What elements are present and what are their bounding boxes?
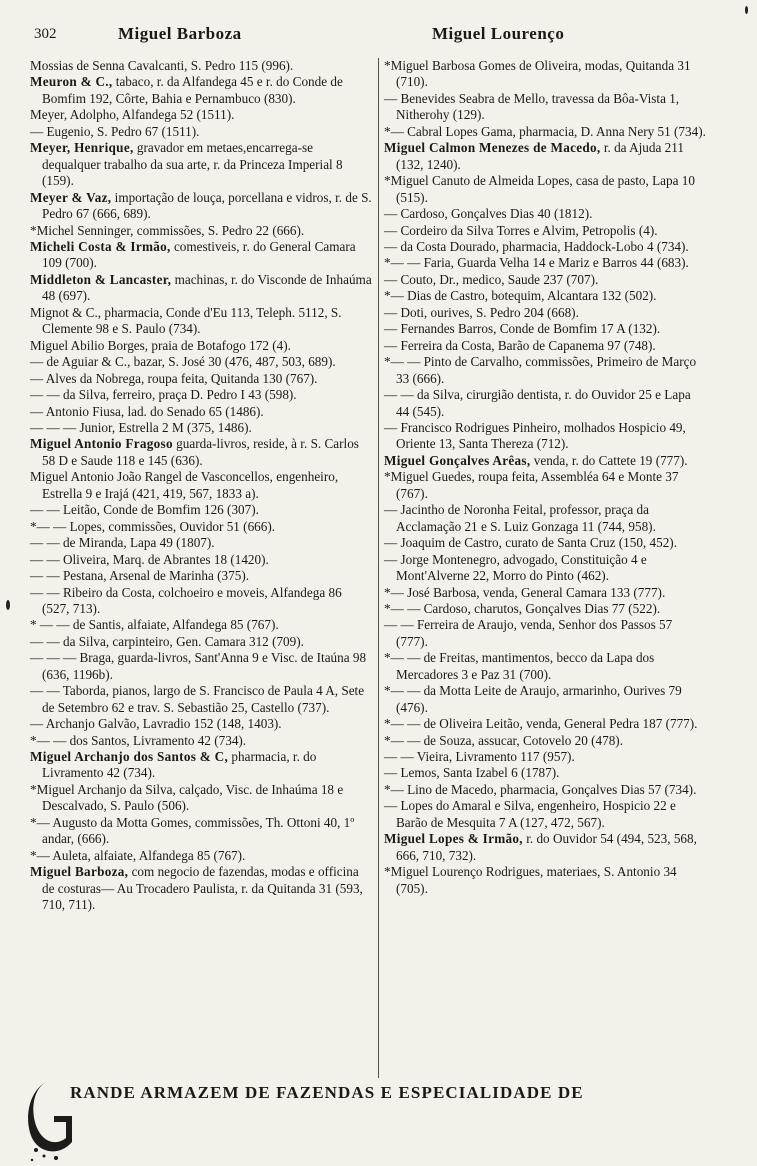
directory-entry <box>30 74 372 107</box>
directory-entry <box>30 617 372 633</box>
right-column <box>384 58 706 897</box>
entry-details: r. da Ajuda 211 (132, 1240). <box>396 140 684 172</box>
entry-details: — — Taborda, pianos, largo de S. Francisco de Paula 4 A, Sete de Setembro 62 e trav. S. Sebastião 25, Castello (737). <box>30 683 365 715</box>
entry-details: *— — de Oliveira Leitão, venda, General Pedra 187 (777). <box>384 716 698 732</box>
directory-entry <box>384 617 706 650</box>
entry-details: *Miguel Barbosa Gomes de Oliveira, modas, Quitanda 31 (710). <box>384 58 691 90</box>
directory-entry <box>30 404 372 420</box>
entry-details: — — Ferreira de Araujo, venda, Senhor dos Passos 57 (777). <box>384 617 673 649</box>
entry-details: — — — Junior, Estrella 2 M (375, 1486). <box>30 419 252 435</box>
entry-details: *— — Lopes, commissões, Ouvidor 51 (666). <box>30 518 276 534</box>
directory-entry <box>384 305 706 321</box>
entry-details: machinas, r. do Visconde de Inhaúma 48 (697). <box>42 271 372 304</box>
entry-details: Mossias de Senna Cavalcanti, S. Pedro 115 (996). <box>30 58 294 73</box>
entry-details: *— — Pinto de Carvalho, commissões, Primeiro de Março 33 (666). <box>384 354 697 386</box>
directory-entry <box>384 272 706 288</box>
directory-entry <box>384 502 706 535</box>
entry-firm-name: Meuron & C., <box>30 74 113 90</box>
directory-entry <box>30 716 372 732</box>
entry-details: guarda-livros, reside, à r. S. Carlos 58 D e Saude 118 e 145 (636). <box>42 436 359 468</box>
entry-details: — Ferreira da Costa, Barão de Capanema 97 (748). <box>384 337 656 353</box>
print-speck <box>6 600 10 610</box>
directory-entry <box>30 420 372 436</box>
directory-entry <box>30 272 372 305</box>
entry-details: com negocio de fazendas, modas e officina de costuras— Au Trocadero Paulista, r. da Quitanda 31 (593, 710, 711). <box>42 864 363 913</box>
entry-details: — — Leitão, Conde de Bomfim 126 (307). <box>30 502 259 518</box>
directory-entry <box>30 354 372 370</box>
directory-entry <box>384 535 706 551</box>
entry-details: Miguel Abilio Borges, praia de Botafogo 172 (4). <box>30 337 291 353</box>
entry-details: — de Aguiar & C., bazar, S. José 30 (476, 487, 503, 689). <box>30 354 336 370</box>
directory-entry <box>384 58 706 91</box>
directory-entry <box>384 864 706 897</box>
directory-entry <box>384 453 706 469</box>
directory-entry <box>30 535 372 551</box>
directory-entry <box>384 831 706 864</box>
entry-details: *— Augusto da Motta Gomes, commissões, Th. Ottoni 40, 1º andar, (666). <box>30 814 355 847</box>
directory-entry <box>30 469 372 502</box>
directory-entry <box>30 305 372 338</box>
directory-entry <box>384 255 706 271</box>
entry-details: importação de louça, porcellana e vidros, r. de S. Pedro 67 (666, 689). <box>42 189 372 222</box>
directory-entry <box>384 749 706 765</box>
entry-details: *Miguel Archanjo da Silva, calçado, Visc. de Inhaúma 18 e Descalvado, S. Paulo (506). <box>30 781 344 814</box>
entry-details: — Doti, ourives, S. Pedro 204 (668). <box>384 304 579 320</box>
entry-details: gravador em metaes,encarrega-se dequalquer trabalho da sua arte, r. da Princeza Imperial 8 (159). <box>42 140 343 189</box>
directory-entry <box>384 585 706 601</box>
directory-entry <box>384 338 706 354</box>
directory-entry <box>384 650 706 683</box>
directory-entry <box>30 552 372 568</box>
entry-details: venda, r. do Cattete 19 (777). <box>530 452 688 468</box>
directory-entry <box>30 634 372 650</box>
entry-details: *— — dos Santos, Livramento 42 (734). <box>30 732 247 748</box>
entry-details: — — da Silva, cirurgião dentista, r. do Ouvidor 25 e Lapa 44 (545). <box>384 387 691 419</box>
entry-details: *— Lino de Macedo, pharmacia, Gonçalves Dias 57 (734). <box>384 781 697 797</box>
entry-details: — Archanjo Galvão, Lavradio 152 (148, 1403). <box>30 716 282 732</box>
entry-details: — — Pestana, Arsenal de Marinha (375). <box>30 568 250 584</box>
entry-details: — Lopes do Amaral e Silva, engenheiro, Hospicio 22 e Barão de Mesquita 7 A (127, 472, 567). <box>384 798 676 830</box>
directory-entry <box>30 338 372 354</box>
directory-entry <box>30 585 372 618</box>
entry-details: pharmacia, r. do Livramento 42 (734). <box>42 749 317 781</box>
entry-details: — — da Silva, ferreiro, praça D. Pedro I 43 (598). <box>30 387 297 403</box>
decorative-initial-ornament <box>26 1076 74 1162</box>
entry-details: * — — de Santis, alfaiate, Alfandega 85 (767). <box>30 617 279 633</box>
directory-entry <box>384 469 706 502</box>
directory-entry <box>384 387 706 420</box>
entry-details: *Miguel Canuto de Almeida Lopes, casa de pasto, Lapa 10 (515). <box>384 173 695 205</box>
entry-details: — Jorge Montenegro, advogado, Constituição 4 e Mont'Alverne 22, Morro do Pinto (462). <box>384 551 647 584</box>
entry-details: — Joaquim de Castro, curato de Santa Cruz (150, 452). <box>384 535 677 551</box>
entry-details: — — — Braga, guarda-livros, Sant'Anna 9 e Visc. de Itaúna 98 (636, 1196b). <box>30 650 367 682</box>
entry-details: — — Vieira, Livramento 117 (957). <box>384 749 575 765</box>
directory-entry <box>30 815 372 848</box>
entry-details: r. do Ouvidor 54 (494, 523, 568, 666, 710, 732). <box>396 831 697 863</box>
entry-details: — Jacintho de Noronha Feital, professor, praça da Acclamação 21 e S. Luiz Gonzaga 11 (744, 958). <box>384 502 656 534</box>
entry-details: Meyer, Adolpho, Alfandega 52 (1511). <box>30 107 235 123</box>
directory-entry <box>384 239 706 255</box>
column-divider <box>378 58 379 1078</box>
directory-entry <box>384 223 706 239</box>
entry-details: Mignot & C., pharmacia, Conde d'Eu 113, Teleph. 5112, S. Clemente 98 e S. Paulo (734). <box>30 304 342 337</box>
entry-details: *— — de Freitas, mantimentos, becco da Lapa dos Mercadores 3 e Paz 31 (700). <box>384 650 655 682</box>
entry-details: — — Ribeiro da Costa, colchoeiro e moveis, Alfandega 86 (527, 713). <box>30 584 342 616</box>
directory-entry <box>30 239 372 272</box>
entry-details: *— — da Motta Leite de Araujo, armarinho, Ourives 79 (476). <box>384 683 682 715</box>
entry-details: tabaco, r. da Alfandega 45 e r. do Conde de Bomfim 192, Côrte, Bahia e Pernambuco (830). <box>42 74 343 106</box>
entry-details: — Lemos, Santa Izabel 6 (1787). <box>384 765 560 781</box>
directory-entry <box>384 782 706 798</box>
entry-firm-name: Meyer & Vaz, <box>30 189 112 205</box>
entry-firm-name: Miguel Gonçalves Arêas, <box>384 452 531 468</box>
directory-entry <box>384 288 706 304</box>
entry-details: — Eugenio, S. Pedro 67 (1511). <box>30 123 200 139</box>
entry-details: — Benevides Seabra de Mello, travessa da Bôa-Vista 1, Nitherohy (129). <box>384 90 680 123</box>
entry-firm-name: Miguel Archanjo dos Santos & C, <box>30 749 229 765</box>
entry-details: — Cardoso, Gonçalves Dias 40 (1812). <box>384 206 593 222</box>
entry-firm-name: Micheli Costa & Irmão, <box>30 238 171 254</box>
entry-firm-name: Meyer, Henrique, <box>30 140 134 156</box>
page-header <box>0 24 757 50</box>
entry-details: *Miguel Lourenço Rodrigues, materiaes, S. Antonio 34 (705). <box>384 864 677 896</box>
footer-banner: RANDE ARMAZEM DE FAZENDAS E ESPECIALIDADE DE <box>70 1083 584 1102</box>
directory-entry <box>384 733 706 749</box>
directory-entry <box>30 650 372 683</box>
directory-entry <box>30 683 372 716</box>
print-speck <box>745 6 748 14</box>
directory-entry <box>30 371 372 387</box>
directory-entry <box>30 124 372 140</box>
entry-firm-name: Miguel Calmon Menezes de Macedo, <box>384 140 601 156</box>
directory-entry <box>30 782 372 815</box>
entry-details: *— Cabral Lopes Gama, pharmacia, D. Anna Nery 51 (734). <box>384 123 706 139</box>
directory-entry <box>384 91 706 124</box>
directory-entry <box>384 140 706 173</box>
entry-details: — da Costa Dourado, pharmacia, Haddock-Lobo 4 (734). <box>384 238 689 254</box>
directory-entry <box>384 798 706 831</box>
directory-entry <box>384 124 706 140</box>
entry-details: *— — de Souza, assucar, Cotovelo 20 (478). <box>384 732 623 748</box>
page-number: 302 <box>34 26 57 42</box>
left-column <box>30 58 372 914</box>
directory-entry <box>30 864 372 913</box>
directory-entry <box>30 733 372 749</box>
directory-entry <box>30 519 372 535</box>
entry-details: — Couto, Dr., medico, Saude 237 (707). <box>384 271 599 287</box>
directory-entry <box>30 190 372 223</box>
entry-details: Miguel Antonio João Rangel de Vasconcellos, engenheiro, Estrella 9 e Irajá (421, 419, 567, 1833 a). <box>30 469 339 501</box>
entry-details: *— — Cardoso, charutos, Gonçalves Dias 77 (522). <box>384 600 661 616</box>
directory-entry <box>30 58 372 74</box>
entry-details: *Michel Senninger, commissões, S. Pedro 22 (666). <box>30 222 305 238</box>
directory-entry <box>384 206 706 222</box>
directory-entry <box>384 765 706 781</box>
entry-details: comestiveis, r. do General Camara 109 (700). <box>42 238 356 271</box>
right-running-head: Miguel Lourenço <box>432 24 565 43</box>
directory-entry <box>384 354 706 387</box>
directory-entry <box>30 749 372 782</box>
directory-entry <box>30 848 372 864</box>
directory-entry <box>384 420 706 453</box>
directory-entry <box>30 387 372 403</box>
entry-details: — — de Miranda, Lapa 49 (1807). <box>30 535 215 551</box>
directory-entry <box>30 568 372 584</box>
entry-details: — — da Silva, carpinteiro, Gen. Camara 312 (709). <box>30 633 304 649</box>
entry-firm-name: Middleton & Lancaster, <box>30 271 172 287</box>
directory-entry <box>30 107 372 123</box>
directory-entry <box>384 321 706 337</box>
directory-entry <box>30 223 372 239</box>
directory-entry <box>384 173 706 206</box>
entry-details: — Cordeiro da Silva Torres e Alvim, Petropolis (4). <box>384 222 658 238</box>
entry-details: — Francisco Rodrigues Pinheiro, molhados Hospicio 49, Oriente 13, Santa Thereza (712). <box>384 419 686 452</box>
entry-firm-name: Miguel Antonio Fragoso <box>30 436 173 452</box>
entry-details: *— Auleta, alfaiate, Alfandega 85 (767). <box>30 847 246 863</box>
left-running-head: Miguel Barboza <box>118 24 242 43</box>
directory-entry <box>30 436 372 469</box>
directory-entry <box>30 140 372 189</box>
entry-details: *— Dias de Castro, botequim, Alcantara 132 (502). <box>384 288 657 304</box>
entry-details: — Alves da Nobrega, roupa feita, Quitanda 130 (767). <box>30 370 318 386</box>
directory-entry <box>384 683 706 716</box>
directory-entry <box>384 552 706 585</box>
entry-firm-name: Miguel Lopes & Irmão, <box>384 831 523 847</box>
entry-firm-name: Miguel Barboza, <box>30 864 129 880</box>
entry-details: — Antonio Fiusa, lad. do Senado 65 (1486). <box>30 403 264 419</box>
directory-entry <box>384 601 706 617</box>
entry-details: *— — Faria, Guarda Velha 14 e Mariz e Barros 44 (683). <box>384 255 689 271</box>
entry-details: *Miguel Guedes, roupa feita, Assembléa 64 e Monte 37 (767). <box>384 469 679 501</box>
entry-details: *— José Barbosa, venda, General Camara 133 (777). <box>384 584 666 600</box>
entry-details: — Fernandes Barros, Conde de Bomfim 17 A (132). <box>384 321 661 337</box>
directory-entry <box>384 716 706 732</box>
entry-details: — — Oliveira, Marq. de Abrantes 18 (1420). <box>30 551 269 567</box>
directory-entry <box>30 502 372 518</box>
